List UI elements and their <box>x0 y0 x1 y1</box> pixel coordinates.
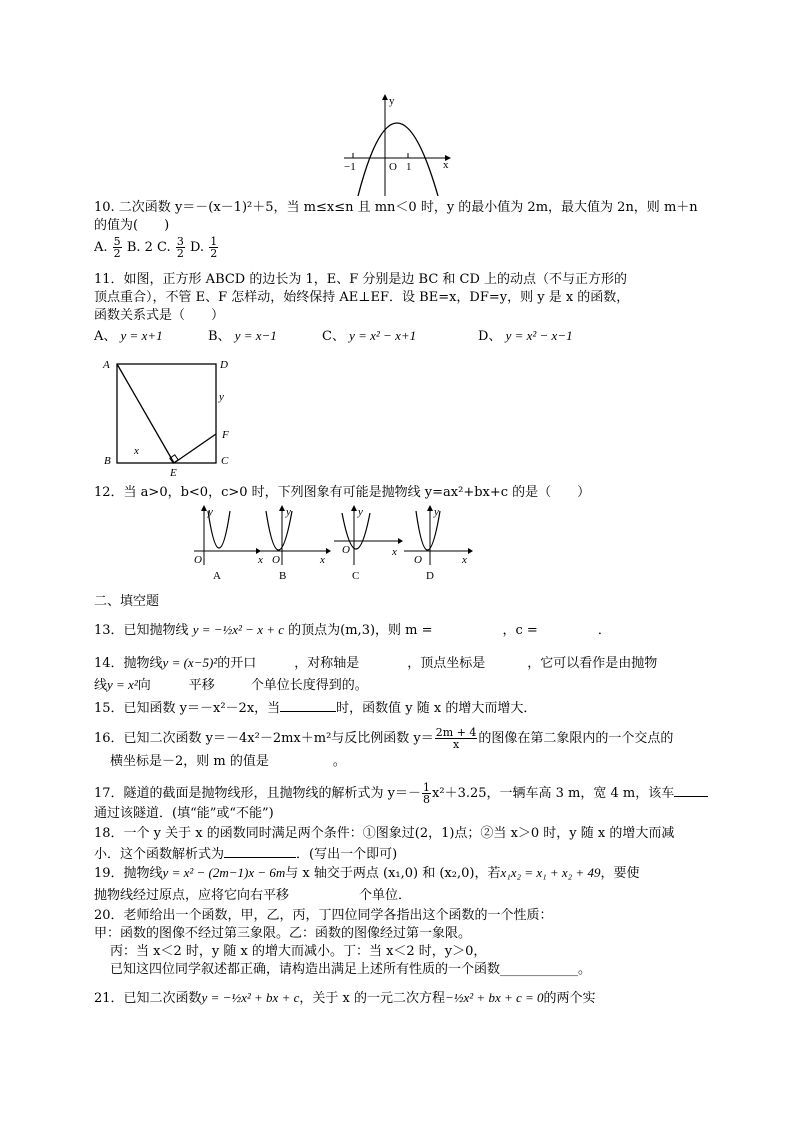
section-heading: 二、填空题 <box>94 594 160 609</box>
svg-text:O: O <box>272 554 280 566</box>
svg-text:O: O <box>342 544 350 556</box>
q14-line1: 14．抛物线y = (x−5)²的开口 ，对称轴是 ，顶点坐标是 ，它可以看作是由抛物 <box>94 655 658 671</box>
svg-text:x: x <box>392 546 397 558</box>
q12-graph-c <box>334 505 403 565</box>
q11-opt-d: D、 y = x² − x−1 <box>478 328 573 344</box>
q10-opt-a: A. <box>94 240 108 255</box>
q10-opt-c-frac: $\frac{3}{2}$ <box>176 235 184 260</box>
fig-top-minus-one: −1 <box>344 161 356 173</box>
q12-graphs <box>186 505 476 583</box>
q12-label-d: D <box>426 570 434 582</box>
q10-line2: 的值为( ) <box>94 218 170 233</box>
svg-text:y: y <box>208 506 213 518</box>
q10-options <box>94 236 219 259</box>
q20-line2: 甲：函数的图像不经过第三象限。乙：函数的图像经过第一象限。 <box>94 926 472 941</box>
q11-line2: 顶点重合），不管 E、F 怎样动，始终保持 AE⊥EF．设 BE=x，DF=y，则 y 是 x 的函数， <box>94 290 630 305</box>
q19-line2: 抛物线经过原点，应将它向右平移 个单位． <box>94 888 412 903</box>
q12-graph-b <box>260 505 331 566</box>
q17-fraction: $\frac{1}{8}$ <box>423 781 431 806</box>
fig-top-one: 1 <box>406 161 412 173</box>
square-figure <box>100 352 240 482</box>
q13-line: 13．已知抛物线 y = −½x² − x + c 的顶点为(m,3)，则 m = ，c = ． <box>94 622 611 638</box>
q19-line1: 19．抛物线y = x² − (2m−1)x − 6m与 x 轴交于两点 (x₁,0) 和 (x₂,0)，若x₁x₂ = x₁ + x₂ + 49，要使 <box>94 865 640 881</box>
fig-top-origin: O <box>389 161 397 173</box>
q16-fraction: $\frac{2m + 4}{x}$ <box>435 726 477 751</box>
q18-line2: 小．这个函数解析式为 ．(写出一个即可) <box>94 847 398 862</box>
fig-label-e: E <box>170 467 177 479</box>
q17-line1: 17．隧道的截面是抛物线形，且抛物线的解析式为 y＝－ $\frac{1}{8}$ x²＋3.25，一辆车高 3 m，宽 4 m，该车 <box>94 782 708 805</box>
q10-opt-a-frac: $\frac{5}{2}$ <box>113 235 121 260</box>
fig-label-d: D <box>220 359 228 371</box>
svg-text:y: y <box>434 506 439 518</box>
parabola-figure-top <box>340 92 455 202</box>
svg-text:y: y <box>286 506 291 518</box>
q10-opt-c: C. <box>157 240 171 255</box>
svg-text:y: y <box>358 506 363 518</box>
q11-opt-c: C、 y = x² − x+1 <box>322 328 417 344</box>
q20-line1: 20．老师给出一个函数，甲，乙，丙，丁四位同学各指出这个函数的一个性质： <box>94 908 553 923</box>
q12-graph-d <box>404 505 473 566</box>
q12-label-b: B <box>279 570 287 582</box>
svg-text:O: O <box>414 554 422 566</box>
fig-top-y-label: y <box>389 95 395 107</box>
fig-label-f: F <box>222 429 229 441</box>
q17-line2: 通过该隧道．(填“能”或“不能”) <box>94 806 274 821</box>
svg-text:O: O <box>194 554 202 566</box>
svg-text:x: x <box>462 554 467 566</box>
q16-line1: 16．已知二次函数 y＝－4x²－2mx＋m²与反比例函数 y＝ $\frac{2m + 4}{x}$ 的图像在第二象限内的一个交点的 <box>94 726 674 751</box>
q12-label-c: C <box>352 570 360 582</box>
q12-graph-a <box>194 505 263 566</box>
q20-line4: 已知这四位同学叙述都正确，请构造出满足上述所有性质的一个函数____________。 <box>110 962 592 977</box>
q18-line1: 18．一个 y 关于 x 的函数同时满足两个条件：①图象过(2，1)点；②当 x＞0 时，y 随 x 的增大而减 <box>94 826 675 841</box>
q21-line1: 21．已知二次函数y = −½x² + bx + c，关于 x 的一元二次方程−½x² + bx + c = 0的两个实 <box>94 990 596 1006</box>
q15-line: 15．已知函数 y＝－x²－2x，当 时，函数值 y 随 x 的增大而增大． <box>94 701 537 716</box>
q10-line1: 10. 二次函数 y＝－(x－1)²＋5，当 m≤x≤n 且 mn＜0 时，y 的最小值为 2m，最大值为 2n，则 m＋n <box>94 200 698 215</box>
svg-text:x: x <box>320 554 325 566</box>
fig-label-y: y <box>219 391 224 403</box>
q12-label-a: A <box>213 570 221 582</box>
q12-line1: 12．当 a>0，b<0，c>0 时，下列图象有可能是抛物线 y=ax²+bx+c 的是（ ） <box>94 485 591 500</box>
q20-line3: 丙：当 x＜2 时，y 随 x 的增大而减小。丁：当 x＜2 时，y＞0， <box>110 944 487 959</box>
fig-label-a: A <box>103 359 110 371</box>
fig-label-b: B <box>104 455 111 467</box>
q10-opt-b: B. 2 <box>126 240 153 255</box>
q11-opt-b: B、 y = x−1 <box>208 328 277 344</box>
q11-opt-a: A、 y = x+1 <box>94 328 163 344</box>
fig-top-x-label: x <box>443 159 449 171</box>
q10-opt-d: D. <box>189 240 205 255</box>
q11-line1: 11．如图，正方形 ABCD 的边长为 1，E、F 分别是边 BC 和 CD 上的动点（不与正方形的 <box>94 272 628 287</box>
svg-text:x: x <box>258 554 263 566</box>
q11-line3: 函数关系式是（ ） <box>94 308 225 323</box>
q16-line2: 横坐标是－2，则 m 的值是 。 <box>110 754 346 769</box>
q10-opt-d-frac: $\frac{1}{2}$ <box>210 235 218 260</box>
q14-line2: 线y = x²向 平移 个单位长度得到的。 <box>94 677 368 693</box>
fig-label-x: x <box>134 445 139 457</box>
fig-label-c: C <box>221 455 229 467</box>
